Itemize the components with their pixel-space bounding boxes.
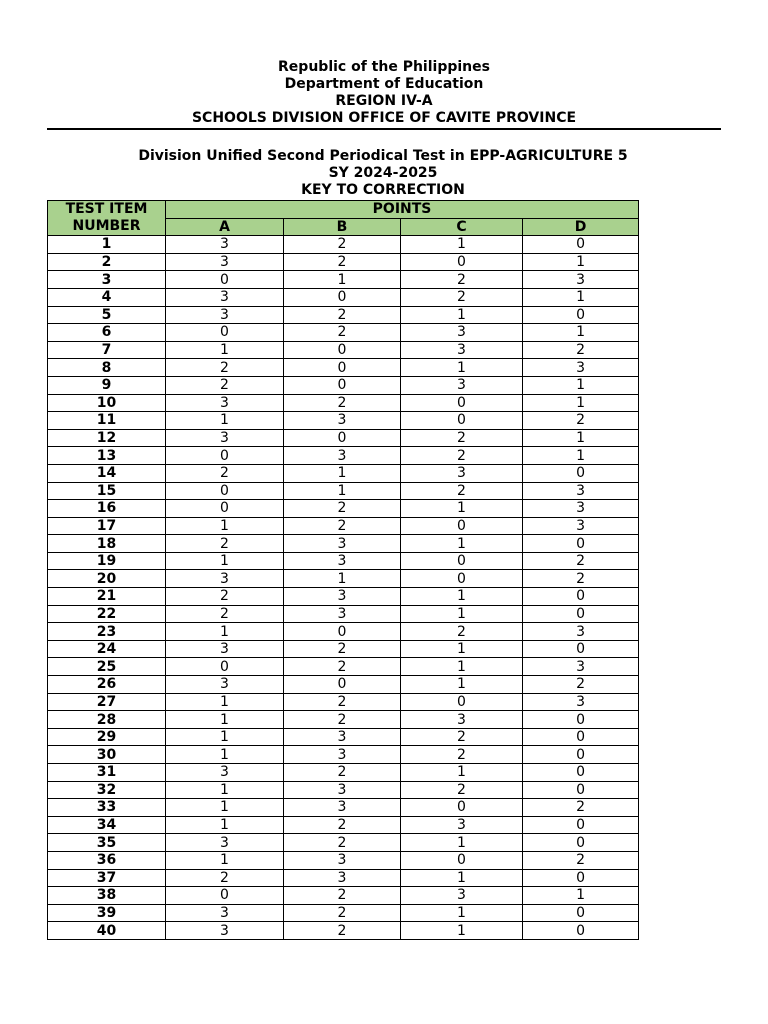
item-number-cell: 27 (48, 693, 166, 711)
points-cell-c: 0 (401, 693, 523, 711)
item-number-cell: 8 (48, 359, 166, 377)
table-row (48, 728, 639, 746)
points-cell-a: 0 (166, 271, 284, 289)
document-header (0, 59, 768, 127)
item-number-cell: 24 (48, 640, 166, 658)
points-cell-c: 3 (401, 376, 523, 394)
points-cell-d: 3 (523, 359, 639, 377)
points-cell-b: 3 (284, 799, 401, 817)
table-row (48, 271, 639, 289)
points-cell-c: 3 (401, 711, 523, 729)
table-row (48, 552, 639, 570)
points-cell-c: 1 (401, 535, 523, 553)
points-cell-a: 1 (166, 623, 284, 641)
points-cell-c: 1 (401, 869, 523, 887)
points-cell-a: 2 (166, 359, 284, 377)
points-cell-a: 1 (166, 693, 284, 711)
points-cell-a: 2 (166, 605, 284, 623)
item-number-cell: 34 (48, 816, 166, 834)
table-row (48, 799, 639, 817)
points-cell-c: 1 (401, 605, 523, 623)
points-cell-a: 3 (166, 253, 284, 271)
item-number-cell: 25 (48, 658, 166, 676)
table-row (48, 517, 639, 535)
points-cell-c: 2 (401, 728, 523, 746)
table-row (48, 535, 639, 553)
points-cell-c: 2 (401, 271, 523, 289)
points-cell-b: 2 (284, 834, 401, 852)
table-row (48, 447, 639, 465)
points-cell-a: 1 (166, 711, 284, 729)
points-cell-a: 2 (166, 464, 284, 482)
answer-key-table (47, 200, 639, 940)
points-cell-b: 3 (284, 728, 401, 746)
points-cell-b: 0 (284, 359, 401, 377)
table-row (48, 588, 639, 606)
points-cell-c: 2 (401, 288, 523, 306)
points-cell-c: 2 (401, 429, 523, 447)
item-number-cell: 36 (48, 851, 166, 869)
points-cell-d: 1 (523, 324, 639, 342)
item-number-cell: 10 (48, 394, 166, 412)
table-row (48, 482, 639, 500)
header-option-d: D (523, 218, 639, 236)
points-cell-b: 1 (284, 464, 401, 482)
points-cell-a: 1 (166, 746, 284, 764)
table-row (48, 236, 639, 254)
points-cell-b: 3 (284, 552, 401, 570)
points-cell-a: 1 (166, 816, 284, 834)
item-number-cell: 21 (48, 588, 166, 606)
points-cell-d: 0 (523, 764, 639, 782)
points-cell-c: 0 (401, 799, 523, 817)
points-cell-b: 3 (284, 851, 401, 869)
item-number-cell: 26 (48, 676, 166, 694)
header-number-label: NUMBER (72, 218, 141, 235)
points-cell-d: 3 (523, 517, 639, 535)
points-cell-c: 2 (401, 781, 523, 799)
points-cell-a: 0 (166, 658, 284, 676)
points-cell-d: 1 (523, 288, 639, 306)
points-cell-b: 1 (284, 482, 401, 500)
points-cell-a: 0 (166, 447, 284, 465)
points-cell-b: 0 (284, 676, 401, 694)
points-cell-d: 3 (523, 693, 639, 711)
points-cell-b: 1 (284, 271, 401, 289)
points-cell-d: 0 (523, 588, 639, 606)
points-cell-c: 0 (401, 552, 523, 570)
item-number-cell: 40 (48, 922, 166, 940)
points-cell-d: 2 (523, 341, 639, 359)
table-row (48, 851, 639, 869)
points-cell-c: 3 (401, 887, 523, 905)
points-cell-d: 2 (523, 676, 639, 694)
table-row (48, 623, 639, 641)
points-cell-a: 3 (166, 834, 284, 852)
points-cell-b: 2 (284, 764, 401, 782)
points-cell-a: 3 (166, 570, 284, 588)
table-row (48, 676, 639, 694)
table-row (48, 253, 639, 271)
table-row (48, 394, 639, 412)
table-row (48, 816, 639, 834)
points-cell-d: 0 (523, 640, 639, 658)
points-cell-c: 0 (401, 253, 523, 271)
points-cell-b: 3 (284, 781, 401, 799)
points-cell-c: 0 (401, 517, 523, 535)
points-cell-d: 0 (523, 535, 639, 553)
title-key-to-correction: KEY TO CORRECTION (301, 182, 465, 198)
points-cell-a: 3 (166, 764, 284, 782)
header-points: POINTS (166, 201, 639, 219)
answer-key-body (48, 236, 639, 940)
table-row (48, 887, 639, 905)
points-cell-d: 2 (523, 552, 639, 570)
points-cell-a: 0 (166, 324, 284, 342)
points-cell-a: 3 (166, 640, 284, 658)
points-cell-b: 1 (284, 570, 401, 588)
points-cell-c: 1 (401, 676, 523, 694)
points-cell-c: 2 (401, 623, 523, 641)
header-option-c: C (401, 218, 523, 236)
points-cell-c: 0 (401, 412, 523, 430)
points-cell-d: 0 (523, 816, 639, 834)
points-cell-d: 0 (523, 904, 639, 922)
points-cell-d: 3 (523, 500, 639, 518)
points-cell-d: 0 (523, 746, 639, 764)
points-cell-b: 3 (284, 535, 401, 553)
item-number-cell: 37 (48, 869, 166, 887)
points-cell-a: 3 (166, 429, 284, 447)
item-number-cell: 29 (48, 728, 166, 746)
points-cell-a: 3 (166, 394, 284, 412)
points-cell-d: 2 (523, 851, 639, 869)
points-cell-b: 2 (284, 658, 401, 676)
table-row (48, 746, 639, 764)
table-row (48, 904, 639, 922)
header-division-office: SCHOOLS DIVISION OFFICE OF CAVITE PROVINCE (191, 110, 577, 126)
table-row (48, 288, 639, 306)
points-cell-b: 3 (284, 746, 401, 764)
points-cell-b: 0 (284, 376, 401, 394)
points-cell-b: 3 (284, 605, 401, 623)
points-cell-b: 0 (284, 288, 401, 306)
table-row (48, 922, 639, 940)
points-cell-d: 2 (523, 412, 639, 430)
points-cell-a: 3 (166, 236, 284, 254)
header-option-b: B (284, 218, 401, 236)
points-cell-d: 1 (523, 394, 639, 412)
points-cell-a: 1 (166, 851, 284, 869)
item-number-cell: 23 (48, 623, 166, 641)
points-cell-b: 3 (284, 869, 401, 887)
header-republic: Republic of the Philippines (278, 59, 490, 75)
points-cell-a: 1 (166, 552, 284, 570)
points-cell-a: 0 (166, 500, 284, 518)
points-cell-c: 2 (401, 482, 523, 500)
table-row (48, 464, 639, 482)
points-cell-d: 0 (523, 236, 639, 254)
points-cell-a: 0 (166, 482, 284, 500)
points-cell-c: 1 (401, 359, 523, 377)
item-number-cell: 31 (48, 764, 166, 782)
points-cell-b: 2 (284, 904, 401, 922)
table-row (48, 341, 639, 359)
table-row (48, 693, 639, 711)
points-cell-d: 0 (523, 711, 639, 729)
item-number-cell: 32 (48, 781, 166, 799)
points-cell-b: 2 (284, 306, 401, 324)
table-row (48, 711, 639, 729)
item-number-cell: 28 (48, 711, 166, 729)
points-cell-a: 2 (166, 588, 284, 606)
item-number-cell: 17 (48, 517, 166, 535)
points-cell-d: 0 (523, 869, 639, 887)
points-cell-d: 3 (523, 623, 639, 641)
points-cell-a: 3 (166, 306, 284, 324)
table-row (48, 412, 639, 430)
table-row (48, 764, 639, 782)
item-number-cell: 13 (48, 447, 166, 465)
item-number-cell: 19 (48, 552, 166, 570)
table-row (48, 376, 639, 394)
points-cell-d: 1 (523, 253, 639, 271)
points-cell-d: 2 (523, 570, 639, 588)
item-number-cell: 38 (48, 887, 166, 905)
header-divider (47, 128, 721, 130)
table-row (48, 834, 639, 852)
points-cell-a: 1 (166, 412, 284, 430)
table-row (48, 500, 639, 518)
points-cell-b: 2 (284, 517, 401, 535)
item-number-cell: 20 (48, 570, 166, 588)
points-cell-d: 0 (523, 922, 639, 940)
points-cell-c: 1 (401, 764, 523, 782)
points-cell-b: 2 (284, 887, 401, 905)
points-cell-d: 1 (523, 887, 639, 905)
item-number-cell: 15 (48, 482, 166, 500)
title-test-name: Division Unified Second Periodical Test in EPP-AGRICULTURE 5 (138, 148, 628, 164)
item-number-cell: 12 (48, 429, 166, 447)
item-number-cell: 7 (48, 341, 166, 359)
points-cell-b: 0 (284, 429, 401, 447)
item-number-cell: 35 (48, 834, 166, 852)
table-row (48, 359, 639, 377)
item-number-cell: 14 (48, 464, 166, 482)
table-row (48, 429, 639, 447)
points-cell-a: 1 (166, 728, 284, 746)
points-cell-b: 2 (284, 236, 401, 254)
item-number-cell: 5 (48, 306, 166, 324)
item-number-cell: 6 (48, 324, 166, 342)
points-cell-c: 2 (401, 746, 523, 764)
points-cell-c: 1 (401, 922, 523, 940)
item-number-cell: 2 (48, 253, 166, 271)
points-cell-b: 3 (284, 412, 401, 430)
points-cell-c: 1 (401, 904, 523, 922)
item-number-cell: 1 (48, 236, 166, 254)
item-number-cell: 3 (48, 271, 166, 289)
points-cell-a: 1 (166, 781, 284, 799)
points-cell-b: 3 (284, 588, 401, 606)
points-cell-a: 2 (166, 535, 284, 553)
table-row (48, 306, 639, 324)
item-number-cell: 22 (48, 605, 166, 623)
table-row (48, 605, 639, 623)
points-cell-a: 3 (166, 676, 284, 694)
header-test-item-label: TEST ITEM (65, 201, 148, 218)
points-cell-c: 1 (401, 306, 523, 324)
points-cell-b: 0 (284, 341, 401, 359)
header-test-item-number (48, 201, 166, 236)
points-cell-d: 3 (523, 482, 639, 500)
points-cell-d: 1 (523, 376, 639, 394)
points-cell-c: 1 (401, 588, 523, 606)
points-cell-d: 0 (523, 728, 639, 746)
table-row (48, 869, 639, 887)
points-cell-d: 1 (523, 429, 639, 447)
points-cell-c: 3 (401, 324, 523, 342)
table-row (48, 570, 639, 588)
points-cell-d: 0 (523, 605, 639, 623)
item-number-cell: 33 (48, 799, 166, 817)
points-cell-b: 3 (284, 447, 401, 465)
points-cell-d: 3 (523, 271, 639, 289)
points-cell-b: 2 (284, 711, 401, 729)
points-cell-c: 1 (401, 500, 523, 518)
points-cell-c: 3 (401, 341, 523, 359)
header-region: REGION IV-A (335, 93, 433, 109)
points-cell-d: 0 (523, 306, 639, 324)
title-school-year: SY 2024-2025 (328, 165, 438, 181)
header-option-a: A (166, 218, 284, 236)
table-row (48, 640, 639, 658)
points-cell-c: 2 (401, 447, 523, 465)
item-number-cell: 30 (48, 746, 166, 764)
points-cell-d: 3 (523, 658, 639, 676)
points-cell-b: 0 (284, 623, 401, 641)
points-cell-a: 2 (166, 869, 284, 887)
points-cell-a: 1 (166, 517, 284, 535)
points-cell-a: 1 (166, 799, 284, 817)
points-cell-c: 3 (401, 464, 523, 482)
item-number-cell: 9 (48, 376, 166, 394)
points-cell-d: 0 (523, 781, 639, 799)
item-number-cell: 18 (48, 535, 166, 553)
points-cell-b: 2 (284, 693, 401, 711)
points-cell-c: 1 (401, 658, 523, 676)
points-cell-a: 3 (166, 288, 284, 306)
points-cell-c: 0 (401, 570, 523, 588)
points-cell-c: 1 (401, 236, 523, 254)
points-cell-d: 2 (523, 799, 639, 817)
points-cell-c: 1 (401, 640, 523, 658)
item-number-cell: 16 (48, 500, 166, 518)
points-cell-a: 1 (166, 341, 284, 359)
points-cell-a: 0 (166, 887, 284, 905)
item-number-cell: 39 (48, 904, 166, 922)
points-cell-c: 3 (401, 816, 523, 834)
points-cell-b: 2 (284, 324, 401, 342)
points-cell-c: 0 (401, 394, 523, 412)
points-cell-d: 1 (523, 447, 639, 465)
points-cell-c: 1 (401, 834, 523, 852)
points-cell-a: 3 (166, 922, 284, 940)
table-row (48, 658, 639, 676)
points-cell-b: 2 (284, 500, 401, 518)
points-cell-a: 3 (166, 904, 284, 922)
header-department: Department of Education (284, 76, 484, 92)
points-cell-b: 2 (284, 640, 401, 658)
item-number-cell: 11 (48, 412, 166, 430)
points-cell-a: 2 (166, 376, 284, 394)
points-cell-b: 2 (284, 816, 401, 834)
points-cell-b: 2 (284, 253, 401, 271)
points-cell-d: 0 (523, 464, 639, 482)
points-cell-d: 0 (523, 834, 639, 852)
table-row (48, 324, 639, 342)
document-title (0, 148, 766, 199)
points-cell-c: 0 (401, 851, 523, 869)
points-cell-b: 2 (284, 394, 401, 412)
table-row (48, 781, 639, 799)
points-cell-b: 2 (284, 922, 401, 940)
item-number-cell: 4 (48, 288, 166, 306)
